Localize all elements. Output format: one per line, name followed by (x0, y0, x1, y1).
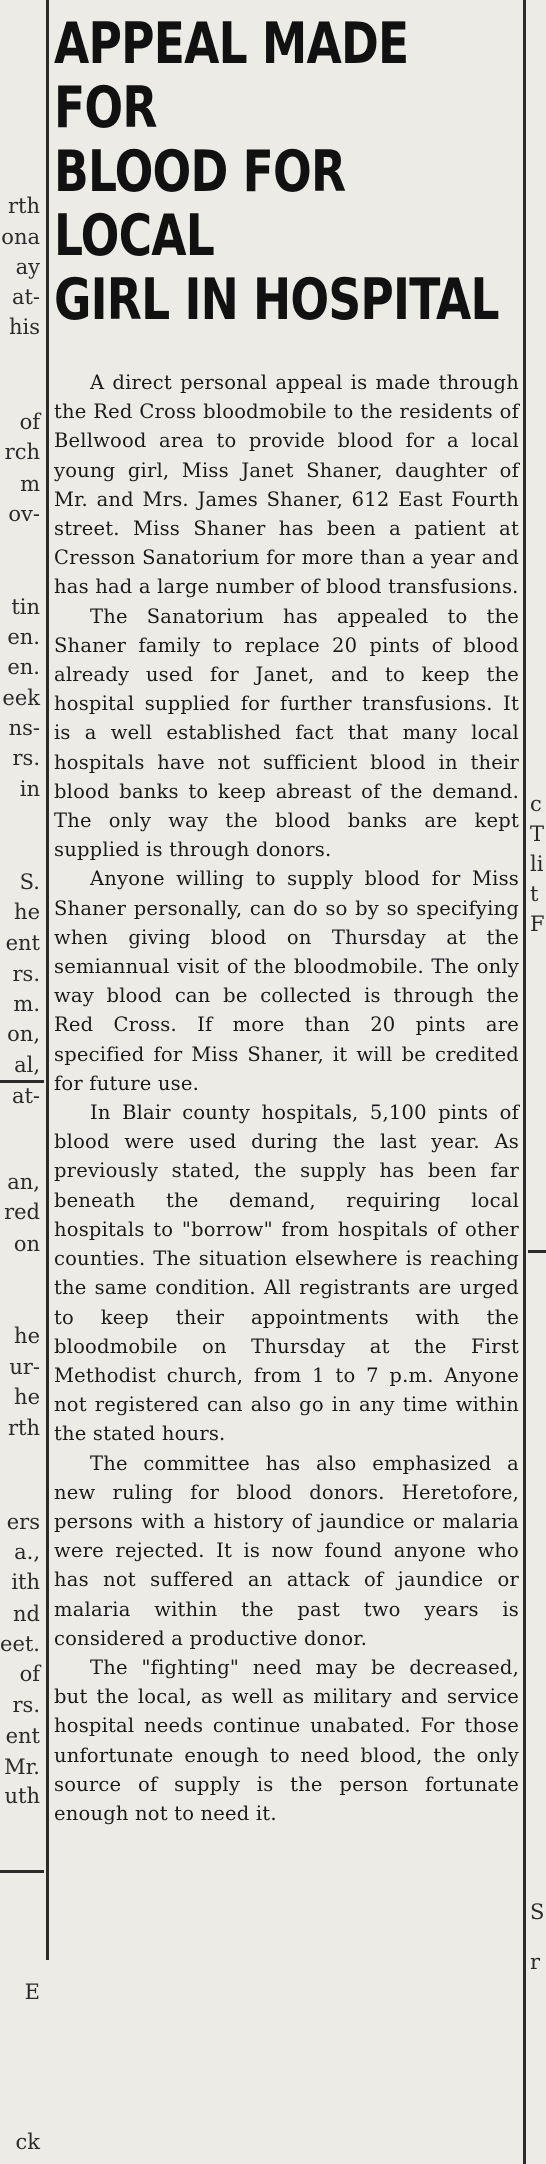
headline-line: APPEAL MADE FOR (54, 11, 409, 141)
left-column-fragment: m. (13, 992, 40, 1016)
left-column-fragment: rs. (12, 1693, 40, 1717)
paragraph: Anyone willing to supply blood for Miss Shaner personally, can do so by so specifying when giving blood on Thursday at the semiannual visit of the bloodmobile. The only way blood can be collected is through the Red Cross. If more than 20 pints are specified for Miss Shaner, it will be credited for future use. (54, 867, 519, 1095)
left-column-fragment: red (4, 1200, 40, 1224)
left-column-fragment: m (20, 472, 40, 496)
left-column-fragment: on, (7, 1022, 40, 1046)
left-column-fragment: of (19, 410, 40, 434)
left-column-fragment: ur- (9, 1355, 40, 1379)
left-column-fragment: ith (11, 1570, 40, 1594)
left-column-fragment: nd (13, 1602, 40, 1626)
left-column-fragment: E (24, 1980, 40, 2004)
left-column-fragment: rs. (12, 962, 40, 986)
right-column-fragment: S (530, 1900, 545, 1924)
left-column-fragment: of (19, 1662, 40, 1686)
left-column-fragment: uth (4, 1784, 40, 1808)
left-column-fragment: ent (5, 1724, 40, 1748)
adjacent-column-right (528, 0, 546, 2164)
column-rule-left (46, 0, 49, 1960)
left-column-fragment: at- (11, 285, 40, 309)
news-article (54, 12, 519, 1828)
left-column-fragment: Mr. (4, 1755, 40, 1779)
paragraph: A direct personal appeal is made through the Red Cross bloodmobile to the residents of Bellwood area to provide blood for a local young girl, Miss Janet Shaner, daughter of Mr. and Mrs. James Shaner, 612 East Fourth street. Miss Shaner has been a patient at Cresson Sanatorium for more than a year and has had a large number of blood transfusions. (54, 371, 519, 599)
column-rule-right (523, 0, 526, 2164)
left-column-fragment: ns- (8, 716, 40, 740)
right-column-fragment: t (530, 882, 539, 906)
headline-line: GIRL IN HOSPITAL (54, 267, 499, 333)
left-column-fragment: an, (7, 1170, 40, 1194)
left-column-fragment: ers (6, 1510, 40, 1534)
left-column-fragment: ay (15, 255, 40, 279)
paragraph: In Blair county hospitals, 5,100 pints of blood were used during the last year. As previously stated, the supply has been far beneath the demand, requiring local hospitals to "borrow" from hospitals of other counties. The situation elsewhere is reaching the same condition. All registrants are urged to keep their appointments with the bloodmobile on Thursday at the First Methodist church, from 1 to 7 p.m. Anyone not registered can also go in any time within the stated hours. (54, 1101, 519, 1446)
left-column-fragment: en. (7, 655, 40, 679)
left-column-fragment: tin (11, 595, 40, 619)
right-column-fragment: T (530, 822, 545, 846)
left-column-fragment: his (8, 315, 40, 339)
article-body (54, 368, 519, 1828)
right-column-fragment: li (530, 852, 544, 876)
left-column-fragment: rth (7, 194, 40, 218)
left-column-fragment: ona (1, 225, 40, 249)
rule-left-2 (0, 1870, 44, 1873)
left-column-fragment: at- (11, 1084, 40, 1108)
left-column-fragment: he (14, 1324, 40, 1348)
left-column-fragment: he (14, 900, 40, 924)
left-column-fragment: in (19, 777, 40, 801)
right-column-fragment: F (530, 912, 545, 936)
left-column-fragment: ov- (8, 502, 40, 526)
headline-line: BLOOD FOR LOCAL (54, 139, 346, 269)
paragraph: The "fighting" need may be decreased, but the local, as well as military and service hospital needs continue unabated. For those unfortunate enough to need blood, the only source of supply is the person fortunate enough not to need it. (54, 1655, 519, 1825)
left-column-fragment: S. (19, 870, 40, 894)
right-column-fragment: r (530, 1950, 541, 1974)
left-column-fragment: ck (15, 2130, 40, 2154)
left-column-fragment: en. (7, 625, 40, 649)
left-column-fragment: rth (7, 1416, 40, 1440)
rule-left-1 (0, 1080, 44, 1083)
right-column-fragment: c (530, 792, 542, 816)
left-column-fragment: he (14, 1385, 40, 1409)
headline (54, 12, 518, 332)
left-column-fragment: al, (14, 1053, 40, 1077)
left-column-fragment: rch (4, 440, 40, 464)
left-column-fragment: eet. (0, 1632, 40, 1656)
left-column-fragment: eek (2, 686, 40, 710)
left-column-fragment: rs. (12, 746, 40, 770)
left-column-fragment: a., (14, 1540, 40, 1564)
left-column-fragment: ent (5, 931, 40, 955)
paragraph: The Sanatorium has appealed to the Shaner family to replace 20 pints of blood already used for Janet, and to keep the hospital supplied for further transfusions. It is a well established fact that many local hospitals have not sufficient blood in their blood banks to keep abreast of the demand. The only way the blood banks are kept supplied is through donors. (54, 604, 519, 862)
left-column-fragment: on (13, 1232, 40, 1256)
paragraph: The committee has also emphasized a new ruling for blood donors. Heretofore, persons with a history of jaundice or malaria were rejected. It is now found anyone who has not suffered an attack of jaundice or malaria within the past two years is considered a productive donor. (54, 1451, 519, 1650)
